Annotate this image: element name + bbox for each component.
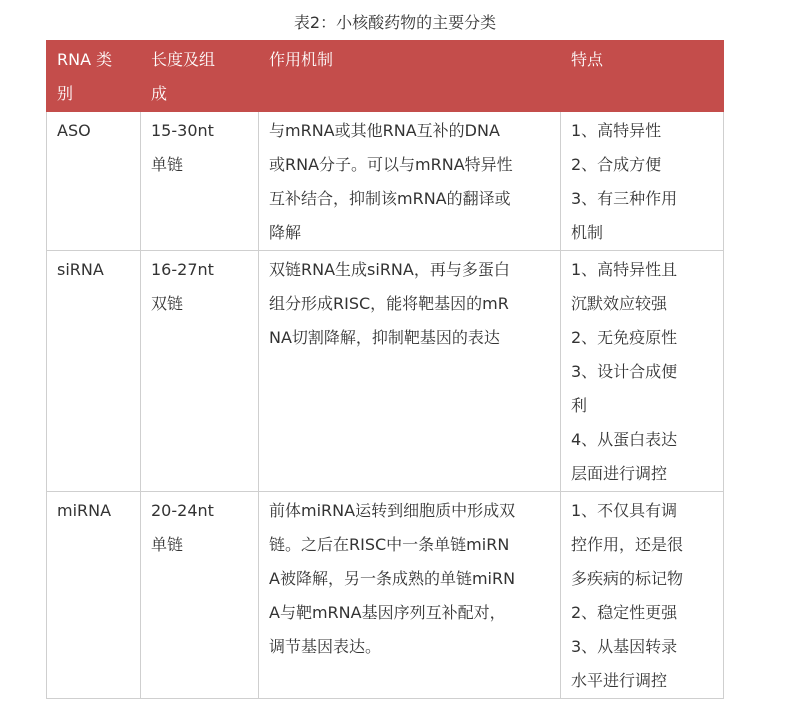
cell-type	[47, 251, 141, 492]
cell-features	[561, 492, 724, 699]
cell-line: 16-27nt	[151, 260, 214, 279]
rna-classification-table	[46, 40, 724, 699]
cell-line: 沉默效应较强	[571, 294, 668, 313]
cell-line: miRNA	[57, 501, 112, 520]
cell-line: 单链	[151, 535, 184, 554]
cell-line: 利	[571, 396, 588, 415]
cell-line: 或RNA分子。可以与mRNA特异性	[269, 155, 513, 174]
cell-line: 1、高特异性且	[571, 260, 678, 279]
table-row	[47, 112, 724, 251]
cell-features	[561, 251, 724, 492]
cell-line: 单链	[151, 155, 184, 174]
cell-line: 组分形成RISC，能将靶基因的mR	[269, 294, 509, 313]
cell-mechanism	[259, 112, 561, 251]
cell-line: 1、高特异性	[571, 121, 662, 140]
header-line: RNA 类	[57, 50, 113, 69]
cell-line: 层面进行调控	[571, 464, 668, 483]
header-mechanism	[259, 41, 561, 112]
header-line: 作用机制	[269, 50, 334, 69]
cell-features	[561, 112, 724, 251]
cell-line: 4、从蛋白表达	[571, 430, 678, 449]
cell-mechanism	[259, 492, 561, 699]
header-line: 特点	[571, 50, 604, 69]
table-caption: 表2：小核酸药物的主要分类	[293, 13, 497, 32]
cell-type	[47, 492, 141, 699]
cell-line: 2、合成方便	[571, 155, 662, 174]
cell-line: 1、不仅具有调	[571, 501, 678, 520]
cell-line: 20-24nt	[151, 501, 214, 520]
table-header-row	[47, 41, 724, 112]
cell-line: 3、有三种作用	[571, 189, 678, 208]
cell-line: 降解	[269, 223, 302, 242]
header-features	[561, 41, 724, 112]
header-length	[141, 41, 259, 112]
cell-line: 多疾病的标记物	[571, 569, 684, 588]
table-row	[47, 251, 724, 492]
header-rna-type	[47, 41, 141, 112]
cell-mechanism	[259, 251, 561, 492]
cell-line: 控作用，还是很	[571, 535, 684, 554]
cell-line: 与mRNA或其他RNA互补的DNA	[269, 121, 500, 140]
header-line: 成	[151, 84, 168, 103]
cell-line: 水平进行调控	[571, 671, 668, 690]
cell-line: A被降解，另一条成熟的单链miRN	[269, 569, 516, 588]
cell-line: 调节基因表达。	[269, 637, 382, 656]
cell-line: 链。之后在RISC中一条单链miRN	[269, 535, 510, 554]
cell-line: 双链RNA生成siRNA，再与多蛋白	[269, 260, 510, 279]
cell-line: 3、设计合成便	[571, 362, 678, 381]
cell-line: ASO	[57, 121, 91, 140]
cell-line: A与靶mRNA基因序列互补配对，	[269, 603, 506, 622]
cell-line: 前体miRNA运转到细胞质中形成双	[269, 501, 516, 520]
table-row	[47, 492, 724, 699]
cell-length	[141, 251, 259, 492]
cell-line: 2、稳定性更强	[571, 603, 678, 622]
cell-line: 互补结合，抑制该mRNA的翻译或	[269, 189, 511, 208]
cell-line: 双链	[151, 294, 184, 313]
cell-line: 机制	[571, 223, 604, 242]
cell-type	[47, 112, 141, 251]
cell-line: 3、从基因转录	[571, 637, 678, 656]
cell-line: NA切割降解，抑制靶基因的表达	[269, 328, 500, 347]
cell-line: 2、无免疫原性	[571, 328, 678, 347]
header-line: 别	[57, 84, 74, 103]
cell-length	[141, 112, 259, 251]
cell-line: 15-30nt	[151, 121, 214, 140]
cell-line: siRNA	[57, 260, 104, 279]
cell-length	[141, 492, 259, 699]
header-line: 长度及组	[151, 50, 216, 69]
